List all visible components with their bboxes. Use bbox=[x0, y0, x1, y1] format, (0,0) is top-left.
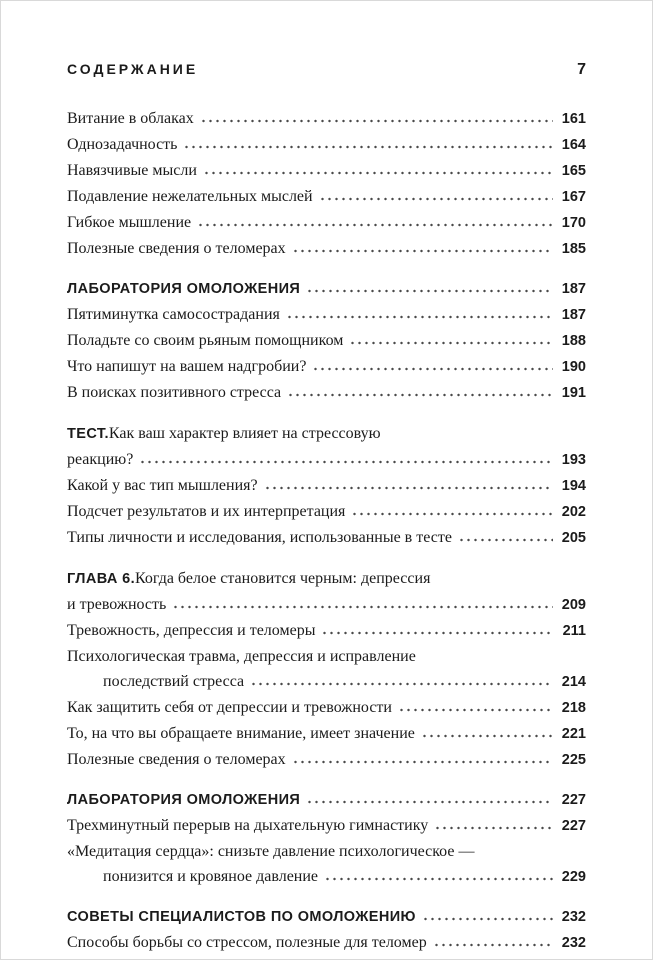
dot-leader bbox=[306, 289, 553, 293]
dot-leader bbox=[458, 538, 553, 542]
toc-line bbox=[67, 158, 586, 184]
toc-line bbox=[67, 813, 586, 839]
toc-line bbox=[67, 695, 586, 721]
toc-page-number: 188 bbox=[561, 333, 586, 349]
toc-entry[interactable] bbox=[67, 747, 586, 773]
toc-page-number: 191 bbox=[561, 385, 586, 401]
toc-page-number: 187 bbox=[561, 281, 586, 297]
toc-entry[interactable] bbox=[67, 184, 586, 210]
toc-line bbox=[67, 106, 586, 132]
toc-page-number: 211 bbox=[562, 623, 586, 639]
dot-leader bbox=[351, 512, 553, 516]
toc-page-number: 227 bbox=[561, 818, 586, 834]
toc-page-number: 205 bbox=[561, 530, 586, 546]
toc-page-number: 170 bbox=[561, 215, 586, 231]
dot-leader bbox=[306, 800, 553, 804]
dot-leader bbox=[292, 760, 553, 764]
toc-title-text: Что напишут на вашем надгробии? bbox=[67, 358, 307, 375]
toc-line bbox=[67, 302, 586, 328]
toc-line bbox=[67, 644, 586, 669]
toc-title-text: Типы личности и исследования, использованные в тесте bbox=[67, 529, 452, 546]
toc-page-number: 165 bbox=[561, 163, 586, 179]
toc-page-number: 185 bbox=[561, 241, 586, 257]
toc-entry[interactable] bbox=[67, 525, 586, 551]
toc-title-bold-text: ГЛАВА 6. bbox=[67, 571, 136, 587]
toc-page-number: 202 bbox=[561, 504, 586, 520]
dot-leader bbox=[321, 631, 553, 635]
dot-leader bbox=[203, 171, 553, 175]
toc-title-text: Витание в облаках bbox=[67, 110, 194, 127]
toc-entry[interactable] bbox=[67, 566, 586, 618]
toc-entry[interactable] bbox=[67, 277, 586, 302]
dot-leader bbox=[172, 605, 553, 609]
toc-entry[interactable] bbox=[67, 106, 586, 132]
toc-title-text: Полезные сведения о теломерах bbox=[67, 751, 286, 768]
toc-entry[interactable] bbox=[67, 473, 586, 499]
toc-title-text: Как защитить себя от депрессии и тревожности bbox=[67, 699, 392, 716]
toc-line bbox=[67, 210, 586, 236]
toc-page-number: 232 bbox=[561, 909, 586, 925]
toc-line bbox=[67, 747, 586, 773]
dot-leader bbox=[200, 119, 553, 123]
toc-page-number: 229 bbox=[561, 869, 586, 885]
dot-leader bbox=[433, 943, 553, 947]
toc-title-text: понизится и кровяное давление bbox=[103, 868, 319, 885]
dot-leader bbox=[292, 249, 553, 253]
dot-leader bbox=[287, 393, 553, 397]
contents-title: СОДЕРЖАНИЕ bbox=[67, 61, 199, 77]
toc-line bbox=[67, 277, 586, 302]
toc-title-text: Трехминутный перерыв на дыхательную гимнастику bbox=[67, 817, 429, 834]
toc-entry[interactable] bbox=[67, 644, 586, 695]
toc-page-number: 164 bbox=[561, 137, 586, 153]
toc-line bbox=[67, 447, 586, 473]
toc-page-number: 214 bbox=[561, 674, 586, 690]
toc-title-text: Подсчет результатов и их интерпретация bbox=[67, 503, 346, 520]
toc-line bbox=[67, 132, 586, 158]
toc-entry[interactable] bbox=[67, 618, 586, 644]
toc-page-number: 190 bbox=[561, 359, 586, 375]
dot-leader bbox=[312, 367, 553, 371]
toc-page-number: 161 bbox=[561, 111, 586, 127]
toc-entry[interactable] bbox=[67, 210, 586, 236]
toc-entry[interactable] bbox=[67, 721, 586, 747]
toc-line bbox=[67, 839, 586, 864]
toc-title-bold-text: ТЕСТ. bbox=[67, 426, 109, 442]
toc-title-bold-text: ЛАБОРАТОРИЯ ОМОЛОЖЕНИЯ bbox=[67, 281, 301, 297]
dot-leader bbox=[319, 197, 553, 201]
dot-leader bbox=[250, 682, 553, 686]
page-header bbox=[67, 61, 586, 79]
toc-title-text: Однозадачность bbox=[67, 136, 178, 153]
toc-line bbox=[67, 669, 586, 695]
toc-page-number: 227 bbox=[561, 792, 586, 808]
toc-entry[interactable] bbox=[67, 354, 586, 380]
toc-entry[interactable] bbox=[67, 499, 586, 525]
toc-title-text: Способы борьбы со стрессом, полезные для теломер bbox=[67, 934, 427, 951]
toc-entry[interactable] bbox=[67, 302, 586, 328]
toc-page-number: 187 bbox=[561, 307, 586, 323]
toc-line bbox=[67, 236, 586, 262]
dot-leader bbox=[324, 877, 553, 881]
dot-leader bbox=[197, 223, 553, 227]
toc-title-text: Какой у вас тип мышления? bbox=[67, 477, 258, 494]
toc-page-number: 221 bbox=[561, 726, 586, 742]
toc-page-number: 225 bbox=[561, 752, 586, 768]
toc-title-text: Как ваш характер влияет на стрессовую bbox=[108, 425, 381, 442]
toc-line bbox=[67, 592, 586, 618]
toc-title-text: То, на что вы обращаете внимание, имеет значение bbox=[67, 725, 415, 742]
toc-line bbox=[67, 525, 586, 551]
dot-leader bbox=[264, 486, 553, 490]
dot-leader bbox=[139, 460, 553, 464]
toc-title-text: реакцию? bbox=[67, 451, 134, 468]
toc-title-text: «Медитация сердца»: снизьте давление психологическое — bbox=[67, 843, 475, 860]
toc-entry[interactable] bbox=[67, 695, 586, 721]
toc-title-text: и тревожность bbox=[67, 596, 167, 613]
toc-title-text: Пятиминутка самосострадания bbox=[67, 306, 280, 323]
toc-title-text: В поисках позитивного стресса bbox=[67, 384, 282, 401]
toc-entry[interactable] bbox=[67, 236, 586, 262]
toc-title-text: Поладьте со своим рьяным помощником bbox=[67, 332, 344, 349]
toc-page-number: 232 bbox=[561, 935, 586, 951]
toc-line bbox=[67, 864, 586, 890]
page-number: 7 bbox=[577, 61, 586, 78]
toc-title-text: Когда белое становится черным: депрессия bbox=[135, 570, 431, 587]
toc-entry[interactable] bbox=[67, 839, 586, 890]
dot-leader bbox=[398, 708, 553, 712]
dot-leader bbox=[434, 826, 553, 830]
toc-line bbox=[67, 905, 586, 930]
dot-leader bbox=[421, 734, 553, 738]
toc-entry[interactable] bbox=[67, 158, 586, 184]
toc-title-text: Тревожность, депрессия и теломеры bbox=[67, 622, 316, 639]
toc-title-text: Подавление нежелательных мыслей bbox=[67, 188, 313, 205]
toc-title-text: Полезные сведения о теломерах bbox=[67, 240, 286, 257]
toc-title-text: Гибкое мышление bbox=[67, 214, 192, 231]
toc-page-number: 194 bbox=[561, 478, 586, 494]
toc-line bbox=[67, 184, 586, 210]
toc-entry[interactable] bbox=[67, 132, 586, 158]
toc-entry[interactable] bbox=[67, 421, 586, 473]
toc-line bbox=[67, 421, 586, 447]
toc-line bbox=[67, 721, 586, 747]
toc-line bbox=[67, 788, 586, 813]
toc-title-text: Психологическая травма, депрессия и исправление bbox=[67, 648, 416, 665]
dot-leader bbox=[349, 341, 553, 345]
toc-line bbox=[67, 566, 586, 592]
toc-entry[interactable] bbox=[67, 905, 586, 930]
toc-line bbox=[67, 380, 586, 406]
toc-page-number: 193 bbox=[561, 452, 586, 468]
toc-line bbox=[67, 618, 586, 644]
toc-title-bold-text: СОВЕТЫ СПЕЦИАЛИСТОВ ПО ОМОЛОЖЕНИЮ bbox=[67, 909, 416, 925]
toc-line bbox=[67, 473, 586, 499]
toc-list bbox=[67, 106, 586, 956]
toc-entry[interactable] bbox=[67, 328, 586, 354]
toc-entry[interactable] bbox=[67, 788, 586, 813]
toc-line bbox=[67, 499, 586, 525]
toc-page-number: 218 bbox=[561, 700, 586, 716]
toc-line bbox=[67, 930, 586, 956]
toc-page-number: 209 bbox=[561, 597, 586, 613]
toc-title-bold-text: ЛАБОРАТОРИЯ ОМОЛОЖЕНИЯ bbox=[67, 792, 301, 808]
toc-title-text: последствий стресса bbox=[103, 673, 245, 690]
toc-entry[interactable] bbox=[67, 380, 586, 406]
dot-leader bbox=[286, 315, 553, 319]
dot-leader bbox=[422, 917, 553, 921]
toc-title-text: Навязчивые мысли bbox=[67, 162, 197, 179]
toc-page-number: 167 bbox=[561, 189, 586, 205]
toc-entry[interactable] bbox=[67, 813, 586, 839]
toc-entry[interactable] bbox=[67, 930, 586, 956]
toc-line bbox=[67, 354, 586, 380]
dot-leader bbox=[183, 145, 553, 149]
toc-line bbox=[67, 328, 586, 354]
